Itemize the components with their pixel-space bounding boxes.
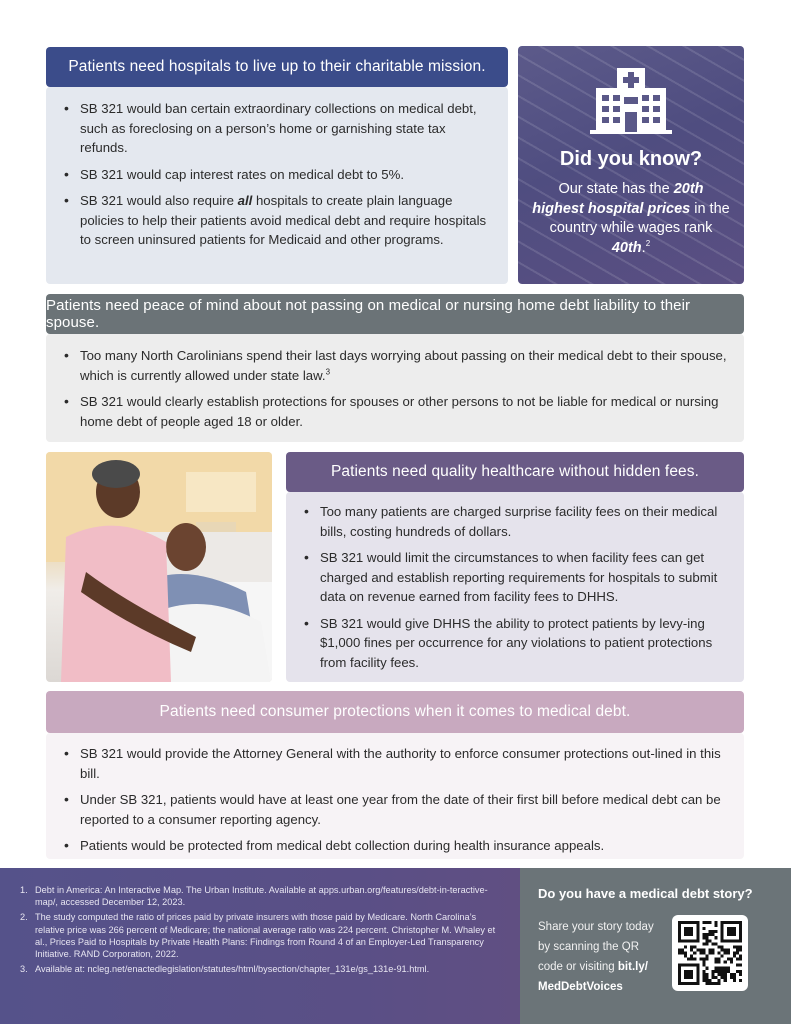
dyk-text-part: in the country while wages rank bbox=[549, 200, 730, 236]
dyk-emphasis: 20th highest hospital prices bbox=[532, 181, 704, 217]
list-item bbox=[62, 346, 728, 385]
dyk-text-part: . bbox=[641, 239, 646, 256]
emphasis-text: all bbox=[237, 193, 253, 208]
list-item: • Too many patients are charged surprise facility fees on their medical bills, costing hundreds of dollars. bbox=[302, 502, 728, 541]
footnote-text: Available at: ncleg.net/enactedlegislation/statutes/html/bysection/chapter_131e/gs_131e-91.html. bbox=[35, 964, 430, 975]
patient-nurse-photo bbox=[46, 452, 272, 682]
footnote-text: Debt in America: An Interactive Map. The Urban Institute. Available at apps.urban.org/features/debt-in-teractive-map/, accessed December 12, 2023. bbox=[35, 885, 488, 908]
story-link[interactable]: bit.ly/ MedDebtVoices bbox=[538, 961, 648, 993]
footer bbox=[0, 868, 791, 1024]
bullet-list bbox=[62, 346, 728, 431]
footnote-number: 3. bbox=[20, 964, 28, 975]
section-body-hidden-fees bbox=[286, 492, 744, 682]
section-header-consumer-protections: Patients need consumer protections when it comes to medical debt. bbox=[46, 691, 744, 733]
list-item-text: Too many North Carolinians spend their last days worrying about passing on their medical debt to their spouse, which is currently allowed under state law. bbox=[80, 348, 727, 383]
footnote-text: The study computed the ratio of prices paid by private insurers with those paid by Medicare. North Carolina’s relative price was 266 percent of Medicare; the national average ratio was 224 percent. Christopher M. Whaley et al., Prices Paid to Hospitals by Private Health Plans: Findings from Round 4 of an Employer-Led Transparency Initiative. RAND Corporation, 2022. bbox=[35, 912, 496, 960]
list-item: • SB 321 would clearly establish protections for spouses or other persons to not be liable for medical or nursing home debt of people aged 18 or older. bbox=[62, 392, 728, 431]
list-item-text: SB 321 would also require bbox=[80, 193, 238, 208]
story-title: Do you have a medical debt story? bbox=[538, 886, 753, 901]
footnote-item bbox=[20, 911, 505, 960]
list-item bbox=[62, 191, 492, 250]
did-you-know-card bbox=[518, 46, 744, 284]
section-body-spouse-liability bbox=[46, 334, 744, 442]
footnote-item bbox=[20, 884, 505, 908]
bullet-list bbox=[62, 99, 492, 250]
qr-code-icon[interactable] bbox=[672, 915, 748, 991]
footnote-marker: 2 bbox=[645, 238, 651, 248]
footnotes bbox=[20, 884, 505, 978]
section-header-spouse-liability: Patients need peace of mind about not passing on medical or nursing home debt liability to their spouse. bbox=[46, 294, 744, 334]
did-you-know-title: Did you know? bbox=[559, 148, 703, 170]
list-item: • SB 321 would cap interest rates on medical debt to 5%. bbox=[62, 165, 492, 185]
section-body-charitable-mission bbox=[46, 87, 508, 284]
did-you-know-text bbox=[532, 180, 730, 258]
qr-code-graphic bbox=[678, 921, 742, 985]
dyk-emphasis: 40th bbox=[611, 239, 642, 256]
story-text bbox=[538, 917, 666, 997]
footnote-number: 2. bbox=[20, 912, 28, 923]
list-item-text: hospitals to create plain language policies to help their patients avoid medical debt and require hospitals to screen uninsured patients for Medicaid and other programs. bbox=[80, 193, 487, 247]
photo-illustration bbox=[46, 452, 272, 682]
section-body-consumer-protections bbox=[46, 733, 744, 859]
bullet-list bbox=[62, 744, 728, 856]
bullet-list bbox=[302, 502, 728, 672]
dyk-text-part: Our state has the bbox=[558, 181, 674, 197]
footnote-item bbox=[20, 963, 505, 975]
list-item: • SB 321 would give DHHS the ability to protect patients by levy-ing $1,000 fines per occurrence for any violations to patient protections from facility fees. bbox=[302, 614, 728, 673]
list-item: • Patients would be protected from medical debt collection during health insurance appeals. bbox=[62, 836, 728, 856]
list-item: • SB 321 would limit the circumstances to when facility fees can get charged and establish reporting requirements for hospitals to submit data on revenue earned from facility fees to DHHS. bbox=[302, 548, 728, 607]
story-callout bbox=[520, 868, 791, 1024]
hospital-icon bbox=[590, 68, 672, 134]
section-header-charitable-mission: Patients need hospitals to live up to their charitable mission. bbox=[46, 47, 508, 87]
list-item: • Under SB 321, patients would have at least one year from the date of their first bill before medical debt can be reported to a consumer reporting agency. bbox=[62, 790, 728, 829]
section-header-hidden-fees: Patients need quality healthcare without hidden fees. bbox=[286, 452, 744, 492]
list-item: • SB 321 would provide the Attorney General with the authority to enforce consumer protections out-lined in this bill. bbox=[62, 744, 728, 783]
footnote-marker: 3 bbox=[325, 367, 331, 377]
story-text-body: Share your story today by scanning the QR code or visiting bbox=[538, 921, 654, 973]
list-item: • SB 321 would ban certain extraordinary collections on medical debt, such as foreclosing on a person’s home or garnishing state tax refunds. bbox=[62, 99, 492, 158]
footnote-number: 1. bbox=[20, 885, 28, 895]
